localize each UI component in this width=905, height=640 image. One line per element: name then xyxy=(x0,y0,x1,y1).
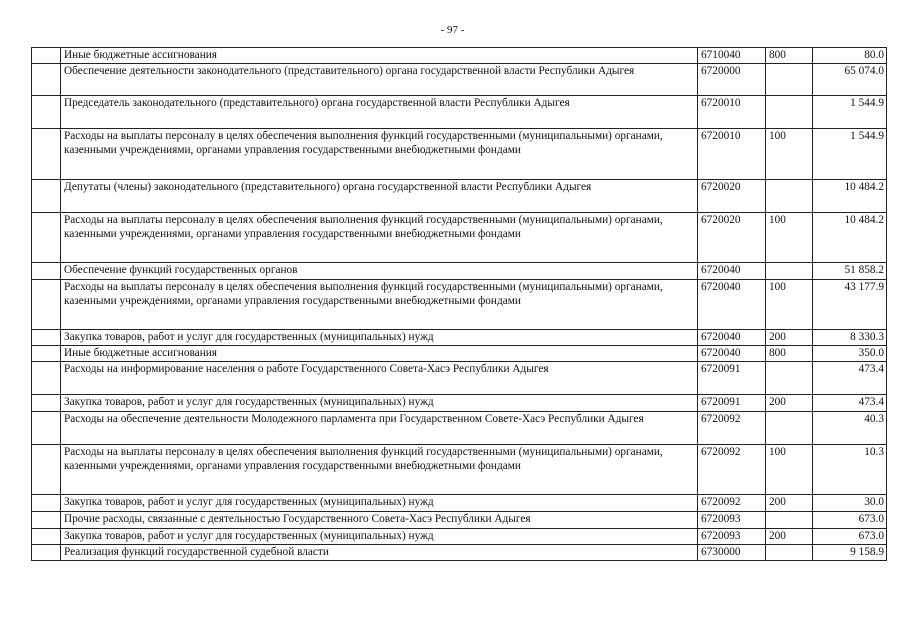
expense-name-cell: Депутаты (члены) законодательного (представительного) органа государственной власти Республики Адыгея xyxy=(61,180,698,213)
expense-type-cell: 100 xyxy=(766,280,813,330)
table-row xyxy=(32,395,887,412)
expense-name-cell: Закупка товаров, работ и услуг для государственных (муниципальных) нужд xyxy=(61,529,698,545)
row-margin-cell xyxy=(32,280,61,330)
row-margin-cell xyxy=(32,395,61,412)
table-row xyxy=(32,263,887,280)
target-code-cell: 6720040 xyxy=(698,263,766,280)
target-code-cell: 6720000 xyxy=(698,64,766,96)
row-margin-cell xyxy=(32,545,61,561)
expense-name-cell: Расходы на выплаты персоналу в целях обеспечения выполнения функций государственными (муниципальными) органами, казенными учреждениями, органами управления государственными внебюджетными фондами xyxy=(61,445,698,495)
amount-cell: 350.0 xyxy=(813,346,887,362)
target-code-cell: 6720020 xyxy=(698,213,766,263)
expense-type-cell: 200 xyxy=(766,495,813,512)
expense-name-cell: Расходы на выплаты персоналу в целях обеспечения выполнения функций государственными (муниципальными) органами, казенными учреждениями, органами управления государственными внебюджетными фондами xyxy=(61,129,698,180)
target-code-cell: 6730000 xyxy=(698,545,766,561)
expense-name-cell: Закупка товаров, работ и услуг для государственных (муниципальных) нужд xyxy=(61,395,698,412)
expense-type-cell: 200 xyxy=(766,529,813,545)
page-number: - 97 - xyxy=(440,24,465,36)
expense-name-cell: Обеспечение деятельности законодательного (представительного) органа государственной власти Республики Адыгея xyxy=(61,64,698,96)
table-row xyxy=(32,96,887,129)
row-margin-cell xyxy=(32,445,61,495)
amount-cell: 43 177.9 xyxy=(813,280,887,330)
amount-cell: 30.0 xyxy=(813,495,887,512)
target-code-cell: 6720020 xyxy=(698,180,766,213)
target-code-cell: 6720092 xyxy=(698,445,766,495)
expense-type-cell: 200 xyxy=(766,395,813,412)
target-code-cell: 6710040 xyxy=(698,48,766,64)
table-row xyxy=(32,529,887,545)
expense-name-cell: Расходы на информирование населения о работе Государственного Совета-Хасэ Республики Адыгея xyxy=(61,362,698,395)
amount-cell: 8 330.3 xyxy=(813,330,887,346)
target-code-cell: 6720091 xyxy=(698,395,766,412)
amount-cell: 473.4 xyxy=(813,362,887,395)
amount-cell: 1 544.9 xyxy=(813,129,887,180)
amount-cell: 473.4 xyxy=(813,395,887,412)
amount-cell: 10.3 xyxy=(813,445,887,495)
expense-name-cell: Реализация функций государственной судебной власти xyxy=(61,545,698,561)
expense-type-cell: 100 xyxy=(766,213,813,263)
expense-name-cell: Расходы на выплаты персоналу в целях обеспечения выполнения функций государственными (муниципальными) органами, казенными учреждениями, органами управления государственными внебюджетными фондами xyxy=(61,213,698,263)
row-margin-cell xyxy=(32,180,61,213)
target-code-cell: 6720091 xyxy=(698,362,766,395)
target-code-cell: 6720010 xyxy=(698,96,766,129)
expense-name-cell: Председатель законодательного (представительного) органа государственной власти Республики Адыгея xyxy=(61,96,698,129)
budget-table xyxy=(31,47,887,561)
row-margin-cell xyxy=(32,96,61,129)
expense-name-cell: Закупка товаров, работ и услуг для государственных (муниципальных) нужд xyxy=(61,330,698,346)
table-row xyxy=(32,346,887,362)
expense-type-cell xyxy=(766,545,813,561)
target-code-cell: 6720093 xyxy=(698,529,766,545)
table-row xyxy=(32,545,887,561)
expense-type-cell xyxy=(766,362,813,395)
row-margin-cell xyxy=(32,263,61,280)
row-margin-cell xyxy=(32,64,61,96)
row-margin-cell xyxy=(32,346,61,362)
table-row xyxy=(32,280,887,330)
target-code-cell: 6720040 xyxy=(698,330,766,346)
expense-name-cell: Обеспечение функций государственных органов xyxy=(61,263,698,280)
expense-type-cell xyxy=(766,64,813,96)
row-margin-cell xyxy=(32,48,61,64)
expense-name-cell: Закупка товаров, работ и услуг для государственных (муниципальных) нужд xyxy=(61,495,698,512)
expense-type-cell xyxy=(766,263,813,280)
amount-cell: 51 858.2 xyxy=(813,263,887,280)
expense-type-cell xyxy=(766,412,813,445)
target-code-cell: 6720092 xyxy=(698,495,766,512)
expense-type-cell: 200 xyxy=(766,330,813,346)
table-row xyxy=(32,48,887,64)
table-row xyxy=(32,330,887,346)
amount-cell: 673.0 xyxy=(813,512,887,529)
amount-cell: 10 484.2 xyxy=(813,180,887,213)
row-margin-cell xyxy=(32,362,61,395)
table-row xyxy=(32,512,887,529)
amount-cell: 9 158.9 xyxy=(813,545,887,561)
row-margin-cell xyxy=(32,495,61,512)
target-code-cell: 6720040 xyxy=(698,280,766,330)
expense-type-cell xyxy=(766,512,813,529)
table-row xyxy=(32,362,887,395)
expense-type-cell: 100 xyxy=(766,445,813,495)
row-margin-cell xyxy=(32,213,61,263)
expense-name-cell: Иные бюджетные ассигнования xyxy=(61,346,698,362)
target-code-cell: 6720092 xyxy=(698,412,766,445)
target-code-cell: 6720093 xyxy=(698,512,766,529)
table-row xyxy=(32,495,887,512)
expense-type-cell xyxy=(766,96,813,129)
target-code-cell: 6720010 xyxy=(698,129,766,180)
target-code-cell: 6720040 xyxy=(698,346,766,362)
expense-type-cell: 800 xyxy=(766,48,813,64)
expense-type-cell: 800 xyxy=(766,346,813,362)
row-margin-cell xyxy=(32,529,61,545)
amount-cell: 1 544.9 xyxy=(813,96,887,129)
table-row xyxy=(32,64,887,96)
table-row xyxy=(32,213,887,263)
amount-cell: 40.3 xyxy=(813,412,887,445)
expense-name-cell: Прочие расходы, связанные с деятельностью Государственного Совета-Хасэ Республики Адыгея xyxy=(61,512,698,529)
expense-name-cell: Расходы на выплаты персоналу в целях обеспечения выполнения функций государственными (муниципальными) органами, казенными учреждениями, органами управления государственными внебюджетными фондами xyxy=(61,280,698,330)
table-row xyxy=(32,412,887,445)
expense-name-cell: Иные бюджетные ассигнования xyxy=(61,48,698,64)
row-margin-cell xyxy=(32,512,61,529)
table-row xyxy=(32,445,887,495)
expense-type-cell xyxy=(766,180,813,213)
amount-cell: 673.0 xyxy=(813,529,887,545)
table-row xyxy=(32,180,887,213)
row-margin-cell xyxy=(32,330,61,346)
row-margin-cell xyxy=(32,129,61,180)
amount-cell: 65 074.0 xyxy=(813,64,887,96)
amount-cell: 80.0 xyxy=(813,48,887,64)
expense-type-cell: 100 xyxy=(766,129,813,180)
row-margin-cell xyxy=(32,412,61,445)
amount-cell: 10 484.2 xyxy=(813,213,887,263)
expense-name-cell: Расходы на обеспечение деятельности Молодежного парламента при Государственном Совете-Хасэ Республики Адыгея xyxy=(61,412,698,445)
budget-table-body xyxy=(32,48,887,561)
table-row xyxy=(32,129,887,180)
